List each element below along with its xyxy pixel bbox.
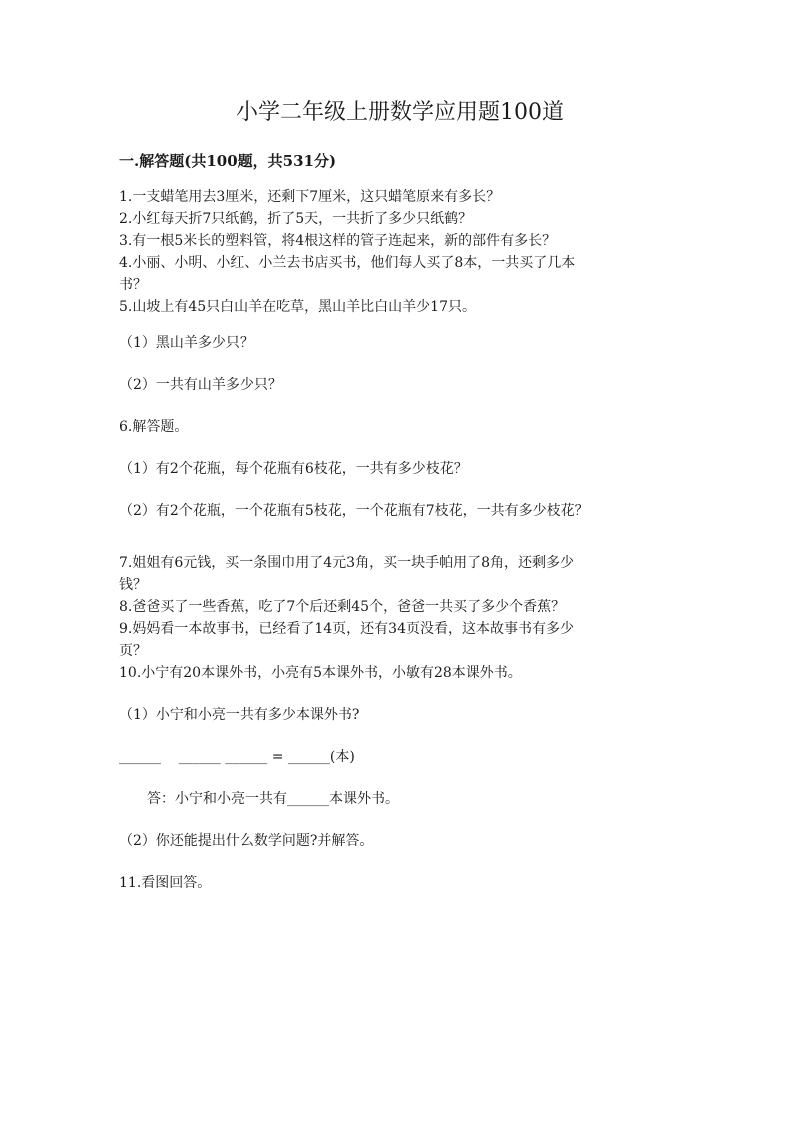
question-10: 10.小宁有20本课外书，小亮有5本课外书，小敏有28本课外书。 <box>119 665 522 681</box>
question-6: 6.解答题。 <box>119 419 189 435</box>
question-10-answer: 答：小宁和小亮一共有______本课外书。 <box>147 791 399 807</box>
question-10-sub-2: （2）你还能提出什么数学问题?并解答。 <box>119 833 374 849</box>
page-title: 小学二年级上册数学应用题100道 <box>236 100 564 125</box>
section-heading: 一.解答题(共100题，共531分) <box>119 152 337 170</box>
question-4-cont: 书？ <box>119 277 147 293</box>
question-7: 7.姐姐有6元钱，买一条围巾用了4元3角，买一块手帕用了8角，还剩多少 <box>119 555 574 571</box>
question-10-sub-1: （1）小宁和小亮一共有多少本课外书? <box>119 707 360 723</box>
question-list <box>119 186 679 894</box>
question-7-cont: 钱？ <box>119 577 147 593</box>
question-5: 5.山坡上有45只白山羊在吃草，黑山羊比白山羊少17只。 <box>119 299 476 315</box>
question-6-sub-2: （2）有2个花瓶，一个花瓶有5枝花，一个花瓶有7枝花，一共有多少枝花？ <box>119 503 589 519</box>
question-5-sub-2: （2）一共有山羊多少只？ <box>119 377 282 393</box>
question-2: 2.小红每天折7只纸鹤，折了5天，一共折了多少只纸鹤？ <box>119 211 473 227</box>
question-8: 8.爸爸买了一些香蕉，吃了7个后还剩45个，爸爸一共买了多少个香蕉？ <box>119 599 566 615</box>
question-10-formula-blanks: ______ ______ ______ = ______(本) <box>119 749 355 765</box>
question-9-cont: 页？ <box>119 643 147 659</box>
question-1: 1.一支蜡笔用去3厘米，还剩下7厘米，这只蜡笔原来有多长？ <box>119 189 501 205</box>
question-5-sub-1: （1）黑山羊多少只？ <box>119 335 254 351</box>
question-3: 3.有一根5米长的塑料管，将4根这样的管子连起来，新的部件有多长？ <box>119 233 557 249</box>
question-4: 4.小丽、小明、小红、小兰去书店买书，他们每人买了8本，一共买了几本 <box>119 255 576 271</box>
question-9: 9.妈妈看一本故事书，已经看了14页，还有34页没看，这本故事书有多少 <box>119 621 574 637</box>
question-6-sub-1: （1）有2个花瓶，每个花瓶有6枝花，一共有多少枝花？ <box>119 461 468 477</box>
question-11: 11.看图回答。 <box>119 875 212 891</box>
